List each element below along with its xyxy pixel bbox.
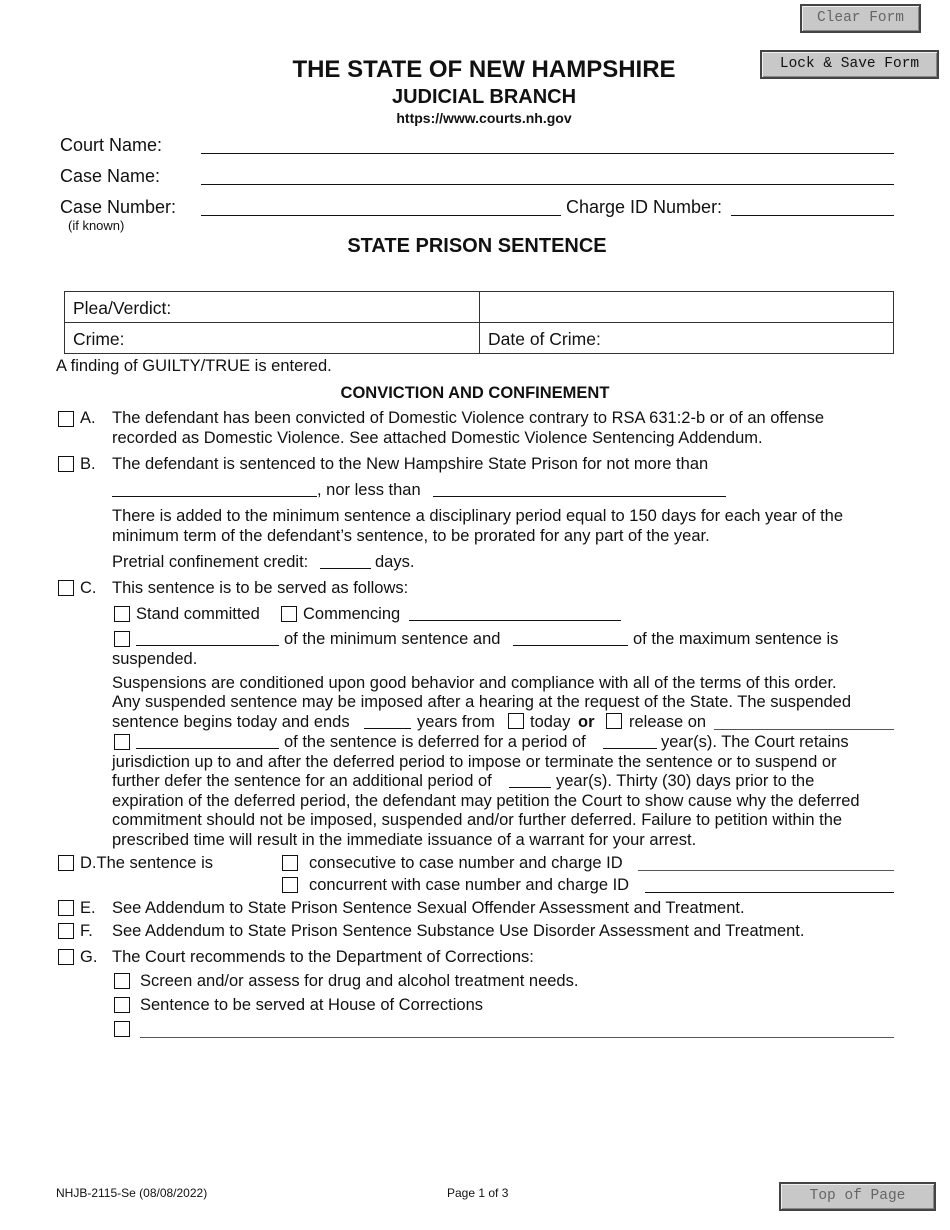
consecutive-field[interactable] [638, 870, 894, 871]
state-heading: THE STATE OF NEW HAMPSHIRE [292, 56, 676, 83]
suspended-checkbox[interactable] [114, 631, 130, 647]
commencing-label: Commencing [303, 605, 401, 623]
years-from-text: years from [417, 713, 495, 731]
stand-committed-checkbox[interactable] [114, 606, 130, 622]
commencing-checkbox[interactable] [281, 606, 297, 622]
crime-label[interactable]: Crime: [73, 329, 125, 349]
letter-b: B. [80, 455, 96, 473]
today-label: today [530, 713, 571, 731]
case-name-label: Case Name: [60, 166, 161, 186]
d-label: D.The sentence is [80, 854, 213, 872]
checkbox-e[interactable] [58, 900, 74, 916]
lock-save-form-button[interactable]: Lock & Save Form [760, 50, 939, 79]
nor-less-than-text: , nor less than [317, 481, 421, 499]
house-of-corrections-label: Sentence to be served at House of Corrections [140, 996, 484, 1014]
case-number-field[interactable] [201, 215, 561, 216]
consecutive-checkbox[interactable] [282, 855, 298, 871]
deferred-text-6: prescribed time will result in the immediate issuance of a warrant for your arrest. [112, 831, 697, 849]
deferred-years-field[interactable] [603, 748, 657, 749]
suspended-text: suspended. [112, 650, 198, 668]
suspension-text-1: Suspensions are conditioned upon good behavior and compliance with all of the terms of this order. [112, 674, 837, 692]
concurrent-label: concurrent with case number and charge ID [309, 876, 630, 894]
concurrent-checkbox[interactable] [282, 877, 298, 893]
release-date-field[interactable] [714, 729, 894, 730]
disciplinary-text-1: There is added to the minimum sentence a disciplinary period equal to 150 days for each year of the [112, 507, 844, 525]
concurrent-field[interactable] [645, 892, 894, 893]
branch-heading: JUDICIAL BRANCH [391, 86, 577, 108]
or-text: or [578, 713, 595, 731]
release-checkbox[interactable] [606, 713, 622, 729]
page-number: Page 1 of 3 [447, 1186, 509, 1200]
of-maximum-text: of the maximum sentence is [633, 630, 839, 648]
letter-e: E. [80, 899, 96, 917]
consecutive-label: consecutive to case number and charge ID [309, 854, 623, 872]
suspension-text-3: sentence begins today and ends [112, 713, 350, 731]
suspended-max-field[interactable] [513, 645, 628, 646]
checkbox-b[interactable] [58, 456, 74, 472]
suspension-text-2: Any suspended sentence may be imposed after a hearing at the request of the State. The suspended [112, 693, 852, 711]
f-text: See Addendum to State Prison Sentence Substance Use Disorder Assessment and Treatment. [112, 922, 805, 940]
letter-c: C. [80, 579, 97, 597]
case-number-label: Case Number: [60, 197, 177, 217]
date-of-crime-label[interactable]: Date of Crime: [488, 329, 601, 349]
suspended-min-field[interactable] [136, 645, 279, 646]
checkbox-g[interactable] [58, 949, 74, 965]
release-on-label: release on [629, 713, 707, 731]
form-id: NHJB-2115-Se (08/08/2022) [56, 1186, 208, 1200]
section-title: CONVICTION AND CONFINEMENT [340, 384, 610, 402]
commencing-date-field[interactable] [409, 620, 621, 621]
disciplinary-text-2: minimum term of the defendant’s sentence, to be prorated for any part of the year. [112, 527, 710, 545]
house-of-corrections-checkbox[interactable] [114, 997, 130, 1013]
court-name-field[interactable] [201, 153, 894, 154]
checkbox-a[interactable] [58, 411, 74, 427]
deferred-text-1a: of the sentence is deferred for a period of [284, 733, 586, 751]
checkbox-f[interactable] [58, 923, 74, 939]
deferred-checkbox[interactable] [114, 734, 130, 750]
other-recommendation-checkbox[interactable] [114, 1021, 130, 1037]
letter-f: F. [80, 922, 93, 940]
days-text: days. [375, 553, 415, 571]
c-text-1: This sentence is to be served as follows: [112, 579, 409, 597]
screen-assess-label: Screen and/or assess for drug and alcohol treatment needs. [140, 972, 579, 990]
min-sentence-field[interactable] [433, 496, 726, 497]
pretrial-credit-label: Pretrial confinement credit: [112, 553, 309, 571]
stand-committed-label: Stand committed [136, 605, 260, 623]
g-text: The Court recommends to the Department of Corrections: [112, 948, 534, 966]
deferred-text-2: jurisdiction up to and after the deferred period to impose or terminate the sentence or to suspend or [112, 753, 837, 771]
a-text-1: The defendant has been convicted of Domestic Violence contrary to RSA 631:2-b or of an offense [112, 409, 825, 427]
deferred-text-1b: year(s). The Court retains [661, 733, 849, 751]
additional-years-field[interactable] [509, 787, 551, 788]
deferred-text-4: expiration of the deferred period, the defendant may petition the Court to show cause why the deferred [112, 792, 860, 810]
letter-g: G. [80, 948, 98, 966]
max-sentence-field[interactable] [112, 496, 317, 497]
court-url: https://www.courts.nh.gov [396, 110, 572, 126]
letter-a: A. [80, 409, 96, 427]
today-checkbox[interactable] [508, 713, 524, 729]
pretrial-credit-field[interactable] [320, 568, 371, 569]
e-text: See Addendum to State Prison Sentence Sexual Offender Assessment and Treatment. [112, 899, 745, 917]
deferred-text-3a: further defer the sentence for an additional period of [112, 772, 492, 790]
deferred-amount-field[interactable] [136, 748, 279, 749]
other-recommendation-field[interactable] [140, 1037, 894, 1038]
top-of-page-button[interactable]: Top of Page [779, 1182, 936, 1211]
b-text-1: The defendant is sentenced to the New Hampshire State Prison for not more than [112, 455, 709, 473]
deferred-text-3b: year(s). Thirty (30) days prior to the [556, 772, 815, 790]
case-name-field[interactable] [201, 184, 894, 185]
if-known-note: (if known) [68, 218, 125, 233]
clear-form-button[interactable]: Clear Form [800, 4, 921, 33]
checkbox-d[interactable] [58, 855, 74, 871]
suspension-years-field[interactable] [364, 728, 411, 729]
charge-id-label: Charge ID Number: [566, 197, 723, 217]
of-minimum-text: of the minimum sentence and [284, 630, 501, 648]
charge-id-field[interactable] [731, 215, 894, 216]
form-title: STATE PRISON SENTENCE [347, 235, 607, 257]
a-text-2: recorded as Domestic Violence. See attached Domestic Violence Sentencing Addendum. [112, 429, 763, 447]
plea-verdict-label[interactable]: Plea/Verdict: [73, 298, 172, 318]
court-name-label: Court Name: [60, 135, 163, 155]
finding-text: A finding of GUILTY/TRUE is entered. [56, 357, 332, 375]
screen-assess-checkbox[interactable] [114, 973, 130, 989]
checkbox-c[interactable] [58, 580, 74, 596]
deferred-text-5: commitment should not be imposed, suspended and/or further deferred. Failure to petition within the [112, 811, 843, 829]
